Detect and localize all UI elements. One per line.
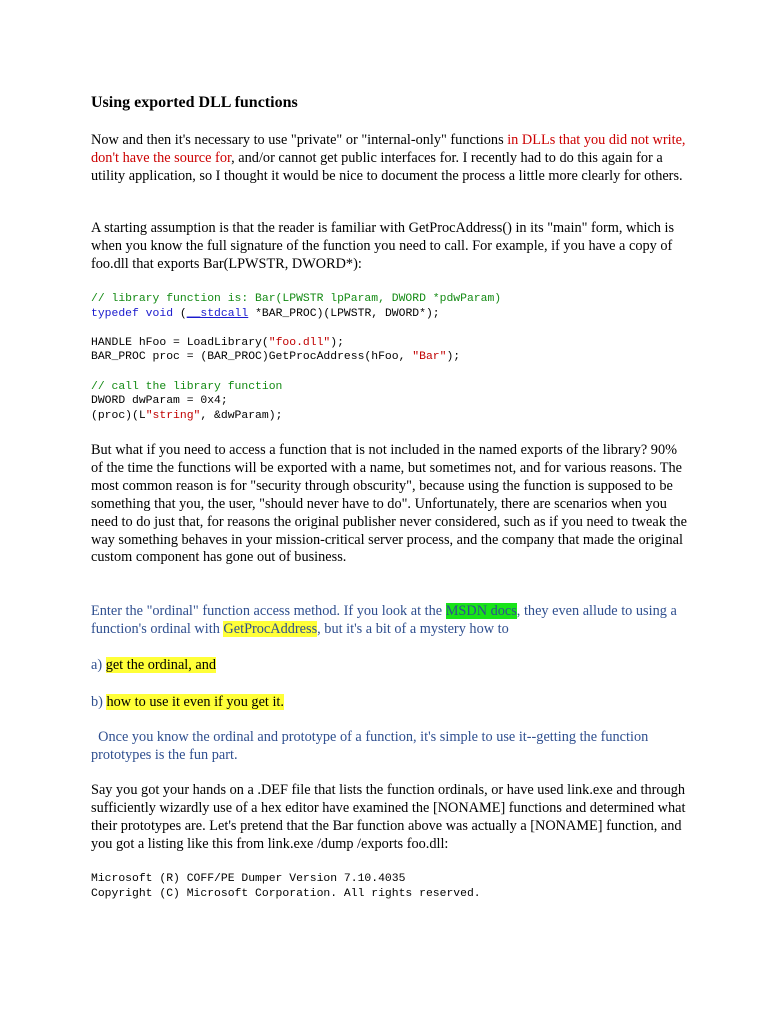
intro-red-text: in DLLs that you did not write, don't have the source for bbox=[91, 132, 686, 166]
code-comment: // library function is: Bar(LPWSTR lpParam, DWORD *pdwParam) bbox=[91, 293, 502, 305]
code-text: ( bbox=[173, 307, 187, 320]
assumption-paragraph: A starting assumption is that the reader is familiar with GetProcAddress() in its "main" form, which is when you know the full signature of the function you need to call. For example, if you have a copy of foo.dll that exports Bar(LPWSTR, DWORD*): bbox=[91, 220, 675, 272]
ordinal-text: Enter the "ordinal" function access method. If you look at the bbox=[91, 603, 446, 619]
unnamed-exports-paragraph: But what if you need to access a function that is not included in the named exports of the library? 90% of the time the functions will be exported with a name, but sometimes not, and for various reasons. The most common reason is for "security through obscurity", because using the function is supposed to be something that you, the user, "should never have to do". Unfortunately, there are scenarios when you need to do just that, for reasons the original publisher never considered, such as if you need to tweak the way something behaves in your mission-critical server process, and the company that made the original custom component has gone out of business. bbox=[91, 442, 687, 566]
list-item-a bbox=[91, 657, 691, 675]
getprocaddress-highlight: GetProcAddress bbox=[223, 620, 318, 637]
code-keyword: typedef void bbox=[91, 307, 174, 320]
code-text: (proc)(L bbox=[91, 409, 146, 422]
list-item-b-prefix: b) bbox=[91, 694, 107, 710]
list-item-b-text: how to use it even if you get it. bbox=[106, 694, 284, 710]
ordinal-text: , they even allude to using a function's ordinal with bbox=[91, 603, 677, 637]
code-text: ); bbox=[330, 336, 344, 349]
code-text: *BAR_PROC)(LPWSTR, DWORD*); bbox=[248, 307, 440, 320]
code-block-example bbox=[91, 292, 691, 423]
code-blank-line bbox=[91, 365, 691, 380]
code-text: BAR_PROC proc = (BAR_PROC)GetProcAddress(hFoo, bbox=[91, 351, 413, 364]
code-string: "foo.dll" bbox=[268, 336, 331, 349]
code-line: Copyright (C) Microsoft Corporation. All rights reserved. bbox=[91, 887, 481, 900]
code-line bbox=[91, 394, 691, 409]
msdn-docs-link[interactable]: MSDN docs bbox=[445, 603, 517, 619]
intro-text-end: , and/or cannot get public interfaces for. I recently had to do this again for a utility application, so I thought it would be nice to document the process a little more clearly for others. bbox=[91, 149, 683, 184]
intro-paragraph bbox=[91, 132, 691, 186]
intro-text-start: Now and then it's necessary to use "private" or "internal-only" functions bbox=[91, 132, 508, 148]
list-item-b bbox=[91, 694, 691, 712]
code-keyword: __stdcall bbox=[186, 307, 249, 320]
code-line bbox=[91, 336, 691, 351]
ordinal-paragraph bbox=[91, 603, 691, 639]
code-text: ); bbox=[446, 351, 461, 364]
ordinal-text: , but it's a bit of a mystery how to bbox=[317, 620, 509, 637]
code-line bbox=[91, 350, 691, 365]
list-item-a-text: get the ordinal, and bbox=[105, 657, 217, 673]
code-line bbox=[91, 380, 691, 395]
code-block-dump bbox=[91, 872, 691, 901]
prototype-paragraph: Once you know the ordinal and prototype of a function, it's simple to use it--getting the function prototypes is the fun part. bbox=[91, 729, 652, 763]
code-string: "string" bbox=[145, 409, 201, 422]
code-blank-line bbox=[91, 321, 691, 336]
list-item-a-prefix: a) bbox=[91, 657, 106, 673]
code-line bbox=[91, 292, 691, 307]
code-text: , &dwParam); bbox=[200, 409, 283, 422]
code-line bbox=[91, 409, 691, 424]
code-string: "Bar" bbox=[412, 351, 447, 364]
code-text: DWORD dwParam = 0x4; bbox=[91, 395, 228, 408]
code-line: Microsoft (R) COFF/PE Dumper Version 7.10.4035 bbox=[91, 873, 406, 885]
code-line bbox=[91, 307, 691, 322]
code-text: HANDLE hFoo = LoadLibrary( bbox=[91, 336, 269, 349]
def-file-paragraph: Say you got your hands on a .DEF file that lists the function ordinals, or have used link.exe and through sufficiently wizardly use of a hex editor have examined the [NONAME] functions and determined what their prototypes are. Let's pretend that the Bar function above was actually a [NONAME] function, and you got a listing like this from link.exe /dump /exports foo.dll: bbox=[91, 782, 686, 852]
page-title: Using exported DLL functions bbox=[91, 94, 298, 111]
code-comment: // call the library function bbox=[91, 380, 283, 393]
